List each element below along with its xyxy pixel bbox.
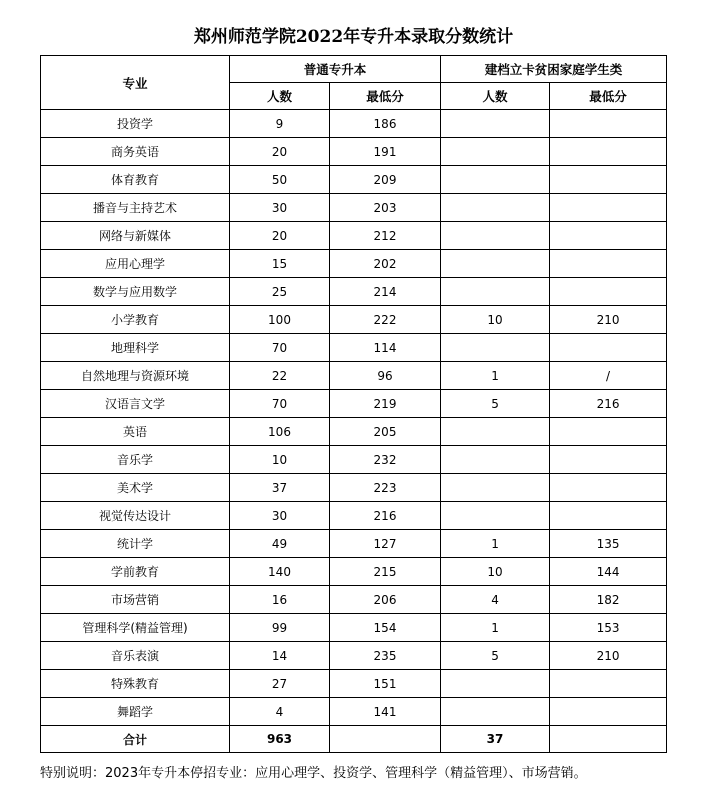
special-note: 特别说明：2023年专升本停招专业：应用心理学、投资学、管理科学（精益管理）、市场营销。 [40, 766, 587, 781]
cell-regular-min-score: 141 [330, 698, 441, 726]
cell-major: 音乐表演 [41, 642, 230, 670]
header-major: 专业 [41, 56, 230, 110]
cell-poverty-min-score [550, 418, 667, 446]
cell-regular-count: 106 [230, 418, 330, 446]
cell-poverty-count [441, 502, 550, 530]
table-row [41, 110, 667, 138]
cell-major: 特殊教育 [41, 670, 230, 698]
cell-poverty-min-score [550, 278, 667, 306]
header-regular-count: 人数 [230, 83, 330, 110]
table-row [41, 502, 667, 530]
cell-regular-count: 100 [230, 306, 330, 334]
total-regular-count: 963 [230, 726, 330, 753]
cell-poverty-min-score: 182 [550, 586, 667, 614]
cell-regular-min-score: 215 [330, 558, 441, 586]
table-row [41, 362, 667, 390]
cell-regular-min-score: 186 [330, 110, 441, 138]
table-row [41, 642, 667, 670]
cell-regular-count: 20 [230, 138, 330, 166]
table-row [41, 222, 667, 250]
cell-major: 小学教育 [41, 306, 230, 334]
cell-regular-count: 16 [230, 586, 330, 614]
cell-poverty-min-score [550, 334, 667, 362]
cell-regular-min-score: 205 [330, 418, 441, 446]
cell-poverty-min-score [550, 166, 667, 194]
cell-poverty-count: 5 [441, 390, 550, 418]
table-row [41, 698, 667, 726]
cell-regular-count: 27 [230, 670, 330, 698]
cell-poverty-count [441, 138, 550, 166]
cell-poverty-min-score: 216 [550, 390, 667, 418]
cell-major: 网络与新媒体 [41, 222, 230, 250]
cell-poverty-count: 1 [441, 530, 550, 558]
cell-poverty-count: 1 [441, 614, 550, 642]
cell-major: 数学与应用数学 [41, 278, 230, 306]
cell-major: 学前教育 [41, 558, 230, 586]
cell-poverty-min-score [550, 474, 667, 502]
cell-poverty-min-score: / [550, 362, 667, 390]
cell-regular-min-score: 232 [330, 446, 441, 474]
table-row [41, 250, 667, 278]
cell-poverty-min-score [550, 670, 667, 698]
cell-poverty-count [441, 222, 550, 250]
cell-regular-min-score: 151 [330, 670, 441, 698]
table-row [41, 614, 667, 642]
cell-major: 自然地理与资源环境 [41, 362, 230, 390]
page-title: 郑州师范学院2022年专升本录取分数统计 [193, 27, 514, 47]
cell-poverty-count [441, 698, 550, 726]
cell-regular-count: 9 [230, 110, 330, 138]
cell-poverty-min-score [550, 222, 667, 250]
cell-regular-count: 30 [230, 194, 330, 222]
admission-score-table [40, 55, 667, 753]
table-row [41, 138, 667, 166]
cell-regular-min-score: 214 [330, 278, 441, 306]
cell-regular-count: 22 [230, 362, 330, 390]
table-row [41, 586, 667, 614]
cell-poverty-count: 10 [441, 558, 550, 586]
cell-major: 视觉传达设计 [41, 502, 230, 530]
header-group-regular: 普通专升本 [230, 56, 441, 83]
header-group-poverty: 建档立卡贫困家庭学生类 [441, 56, 667, 83]
total-row [41, 726, 667, 753]
cell-poverty-count [441, 194, 550, 222]
cell-major: 播音与主持艺术 [41, 194, 230, 222]
cell-regular-count: 99 [230, 614, 330, 642]
cell-poverty-min-score [550, 250, 667, 278]
cell-poverty-min-score: 210 [550, 306, 667, 334]
cell-poverty-count: 5 [441, 642, 550, 670]
cell-regular-count: 10 [230, 446, 330, 474]
cell-poverty-min-score: 135 [550, 530, 667, 558]
cell-poverty-count [441, 670, 550, 698]
cell-regular-min-score: 114 [330, 334, 441, 362]
cell-major: 管理科学(精益管理) [41, 614, 230, 642]
cell-major: 市场营销 [41, 586, 230, 614]
cell-poverty-min-score [550, 194, 667, 222]
cell-poverty-count [441, 446, 550, 474]
cell-poverty-min-score: 153 [550, 614, 667, 642]
table-row [41, 390, 667, 418]
cell-regular-min-score: 96 [330, 362, 441, 390]
cell-regular-min-score: 127 [330, 530, 441, 558]
cell-major: 应用心理学 [41, 250, 230, 278]
table-row [41, 474, 667, 502]
cell-poverty-min-score [550, 502, 667, 530]
cell-regular-count: 30 [230, 502, 330, 530]
cell-regular-count: 37 [230, 474, 330, 502]
cell-poverty-min-score [550, 110, 667, 138]
table-row [41, 558, 667, 586]
total-poverty-count: 37 [441, 726, 550, 753]
cell-major: 汉语言文学 [41, 390, 230, 418]
header-poverty-min-score: 最低分 [550, 83, 667, 110]
cell-regular-count: 49 [230, 530, 330, 558]
cell-poverty-count [441, 166, 550, 194]
cell-regular-min-score: 219 [330, 390, 441, 418]
cell-regular-count: 15 [230, 250, 330, 278]
cell-regular-min-score: 222 [330, 306, 441, 334]
cell-major: 美术学 [41, 474, 230, 502]
cell-regular-min-score: 191 [330, 138, 441, 166]
table-body [41, 110, 667, 726]
cell-regular-count: 70 [230, 390, 330, 418]
cell-major: 投资学 [41, 110, 230, 138]
cell-regular-count: 140 [230, 558, 330, 586]
cell-regular-min-score: 206 [330, 586, 441, 614]
cell-major: 统计学 [41, 530, 230, 558]
total-poverty-min-score [550, 726, 667, 753]
cell-regular-min-score: 209 [330, 166, 441, 194]
cell-major: 音乐学 [41, 446, 230, 474]
total-label: 合计 [41, 726, 230, 753]
cell-major: 体育教育 [41, 166, 230, 194]
cell-poverty-count: 10 [441, 306, 550, 334]
table-row [41, 194, 667, 222]
cell-major: 地理科学 [41, 334, 230, 362]
cell-poverty-count [441, 334, 550, 362]
cell-poverty-min-score [550, 698, 667, 726]
cell-regular-min-score: 223 [330, 474, 441, 502]
cell-regular-count: 50 [230, 166, 330, 194]
header-row-groups [41, 56, 667, 83]
cell-poverty-count: 1 [441, 362, 550, 390]
cell-major: 舞蹈学 [41, 698, 230, 726]
cell-poverty-count [441, 250, 550, 278]
header-regular-min-score: 最低分 [330, 83, 441, 110]
cell-poverty-count [441, 110, 550, 138]
cell-regular-count: 4 [230, 698, 330, 726]
table-row [41, 334, 667, 362]
cell-regular-count: 20 [230, 222, 330, 250]
table-row [41, 418, 667, 446]
cell-major: 英语 [41, 418, 230, 446]
cell-poverty-count [441, 474, 550, 502]
table-row [41, 278, 667, 306]
cell-regular-min-score: 154 [330, 614, 441, 642]
table-row [41, 166, 667, 194]
cell-poverty-count [441, 418, 550, 446]
cell-regular-min-score: 202 [330, 250, 441, 278]
header-poverty-count: 人数 [441, 83, 550, 110]
cell-regular-count: 14 [230, 642, 330, 670]
cell-regular-min-score: 235 [330, 642, 441, 670]
cell-poverty-min-score [550, 446, 667, 474]
cell-poverty-min-score [550, 138, 667, 166]
cell-poverty-count [441, 278, 550, 306]
total-regular-min-score [330, 726, 441, 753]
cell-poverty-min-score: 144 [550, 558, 667, 586]
table-row [41, 446, 667, 474]
cell-regular-min-score: 212 [330, 222, 441, 250]
cell-major: 商务英语 [41, 138, 230, 166]
cell-regular-count: 25 [230, 278, 330, 306]
cell-regular-min-score: 216 [330, 502, 441, 530]
table-row [41, 306, 667, 334]
cell-regular-count: 70 [230, 334, 330, 362]
cell-poverty-count: 4 [441, 586, 550, 614]
cell-regular-min-score: 203 [330, 194, 441, 222]
table-row [41, 530, 667, 558]
table-row [41, 670, 667, 698]
cell-poverty-min-score: 210 [550, 642, 667, 670]
